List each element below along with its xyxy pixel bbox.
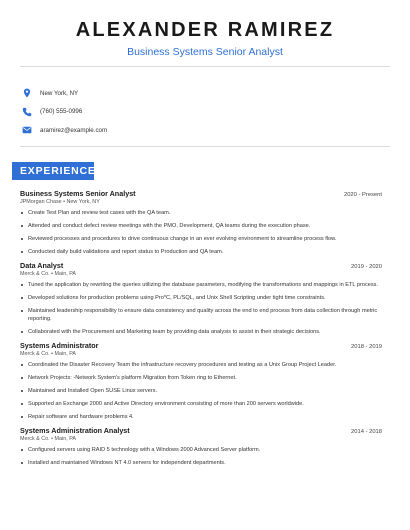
contact-location bbox=[22, 84, 107, 102]
job-header bbox=[20, 189, 382, 198]
candidate-title: Business Systems Senior Analyst bbox=[127, 46, 283, 58]
bullet-item: Network Projects: -Network System's platform Migration from Token ring to Ethernet. bbox=[20, 374, 382, 382]
contact-phone bbox=[22, 103, 107, 121]
contact-list bbox=[22, 84, 107, 140]
contact-divider bbox=[20, 146, 390, 147]
bullet-item: Coordinated the Disaster Recovery Team the infrastructure recovery procedures and testing as a Unix Group Project Leader. bbox=[20, 361, 382, 369]
job-date: 2018 - 2019 bbox=[351, 344, 382, 350]
job-title: Data Analyst bbox=[20, 261, 64, 270]
bullet-item: Configured servers using RAID 5 technology with a Windows 2000 Advanced Server platform. bbox=[20, 446, 382, 454]
contact-phone-text: (760) 555-0996 bbox=[40, 108, 83, 115]
job-entry bbox=[20, 341, 382, 421]
job-bullets bbox=[20, 446, 382, 467]
bullet-item: Developed solutions for production problems using Pro*C, PL/SQL, and Unix Shell Scripting under tight time constraints. bbox=[20, 294, 382, 302]
email-icon bbox=[22, 125, 32, 135]
bullet-item: Installed and maintained Windows NT 4.0 servers for independent departments. bbox=[20, 459, 382, 467]
job-bullets bbox=[20, 281, 382, 336]
bullet-item: Repair software and hardware problems 4. bbox=[20, 413, 382, 421]
job-employer: Merck & Co. • Main, PA bbox=[20, 271, 77, 277]
job-employer: Merck & Co. • Main, PA bbox=[20, 436, 77, 442]
contact-email bbox=[22, 121, 107, 139]
job-title: Business Systems Senior Analyst bbox=[20, 189, 136, 198]
bullet-item: Maintained leadership responsibility to ensure data consistency and quality across the end to end process from data collection through metric reporting. bbox=[20, 307, 382, 323]
resume-header bbox=[0, 0, 410, 59]
bullet-item: Reviewed processes and procedures to drive continuous change in an ever evolving environment to streamline process flow. bbox=[20, 235, 382, 243]
bullet-item: Maintained and Installed Open SUSE Linux servers. bbox=[20, 387, 382, 395]
job-employer: Merck & Co. • Main, PA bbox=[20, 351, 77, 357]
job-header bbox=[20, 341, 382, 350]
job-title: Systems Administration Analyst bbox=[20, 426, 130, 435]
contact-location-text: New York, NY bbox=[40, 89, 79, 97]
job-header bbox=[20, 426, 382, 435]
candidate-name: ALEXANDER RAMIREZ bbox=[75, 19, 335, 41]
job-bullets bbox=[20, 209, 382, 256]
experience-list bbox=[20, 189, 382, 472]
phone-icon bbox=[22, 107, 32, 117]
job-bullets bbox=[20, 361, 382, 421]
bullet-item: Create Test Plan and review test cases with the QA team. bbox=[20, 209, 382, 217]
header-divider bbox=[20, 66, 390, 67]
job-date: 2020 - Present bbox=[343, 192, 382, 198]
bullet-item: Attended and conduct defect review meetings with the PMO, Development, QA teams during the execution phase. bbox=[20, 222, 382, 230]
job-employer: JPMorgan Chase • New York, NY bbox=[20, 199, 100, 205]
job-date: 2019 - 2020 bbox=[351, 264, 382, 270]
job-entry bbox=[20, 426, 382, 467]
job-header bbox=[20, 261, 382, 270]
location-pin-icon bbox=[22, 88, 32, 98]
bullet-item: Conducted daily build validations and report status to Production and QA team. bbox=[20, 248, 382, 256]
bullet-item: Collaborated with the Procurement and Marketing team by providing data analysis to assist in their strategic decisions. bbox=[20, 328, 382, 336]
contact-email-text[interactable]: aramirez@example.com bbox=[40, 126, 108, 134]
experience-heading-label: EXPERIENCE bbox=[20, 165, 96, 177]
job-entry bbox=[20, 261, 382, 336]
bullet-item: Tuned the application by rewriting the queries utilizing the database parameters, modifying the transformations and mappings in ETL process. bbox=[20, 281, 382, 289]
experience-section-heading bbox=[12, 162, 94, 180]
job-date: 2014 - 2018 bbox=[351, 429, 382, 435]
bullet-item: Supported an Exchange 2000 and Active Directory environment consisting of more than 200 servers worldwide. bbox=[20, 400, 382, 408]
job-entry bbox=[20, 189, 382, 256]
job-title: Systems Administrator bbox=[20, 341, 99, 350]
